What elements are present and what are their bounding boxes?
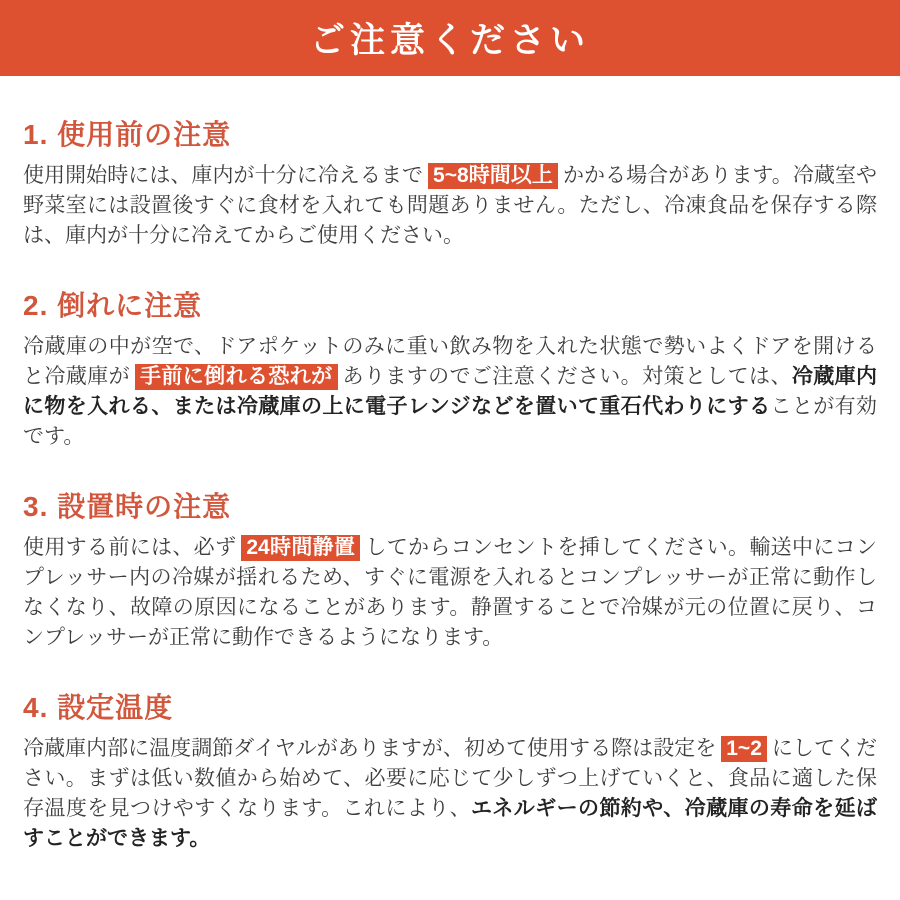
section-body (23, 734, 877, 854)
body-text: にしてください。まずは低い数値から始めて、必要に応じて少しずつ上げていくと、食品に適した保存温度を見つけやすくなります。これにより、 (23, 737, 878, 820)
notice-section-1 (23, 118, 877, 251)
section-heading: 2. 倒れに注意 (23, 290, 203, 321)
body-text: 冷蔵庫内部に温度調節ダイヤルがありますが、初めて使用する際は設定を (23, 737, 717, 760)
section-body (23, 161, 877, 251)
body-text: ありますのでご注意ください。対策としては、 (342, 365, 792, 388)
section-heading: 4. 設定温度 (23, 692, 174, 723)
body-text: 使用する前には、必ず (23, 536, 237, 559)
bold-text: 冷蔵庫内に物を入れる、または冷蔵庫の上に電子レンジなどを置いて重石代わりにする (23, 365, 878, 418)
highlight-text: 1~2 (721, 736, 767, 762)
highlight-text: 5~8時間以上 (428, 163, 558, 189)
body-text: ことが有効です。 (23, 395, 877, 448)
section-body (23, 332, 877, 452)
sections-container (0, 118, 900, 854)
section-heading: 3. 設置時の注意 (23, 491, 232, 522)
page-title: ご注意ください (309, 21, 590, 60)
notice-section-2 (23, 289, 877, 452)
section-body (23, 533, 877, 653)
body-text: 冷蔵庫の中が空で、ドアポケットのみに重い飲み物を入れた状態で勢いよくドアを開けると冷蔵庫が (23, 335, 877, 388)
notice-section-3 (23, 490, 877, 653)
body-text: かかる場合があります。冷蔵室や野菜室には設置後すぐに食材を入れても問題ありません。ただし、冷凍食品を保存する際は、庫内が十分に冷えてからご使用ください。 (23, 164, 878, 247)
body-text: 使用開始時には、庫内が十分に冷えるまで (23, 164, 424, 187)
body-text: してからコンセントを挿してください。輸送中にコンプレッサー内の冷媒が揺れるため、すぐに電源を入れるとコンプレッサーが正常に動作しなくなり、故障の原因になることがあります。静置することで冷媒が元の位置に戻り、コンプレッサーが正常に動作できるようになります。 (23, 536, 878, 649)
highlight-text: 手前に倒れる恐れが (135, 364, 338, 390)
section-heading: 1. 使用前の注意 (23, 119, 232, 150)
bold-text: エネルギーの節約や、冷蔵庫の寿命を延ばすことができます。 (23, 797, 877, 850)
header-banner (0, 0, 900, 76)
highlight-text: 24時間静置 (241, 535, 360, 561)
notice-section-4 (23, 691, 877, 854)
